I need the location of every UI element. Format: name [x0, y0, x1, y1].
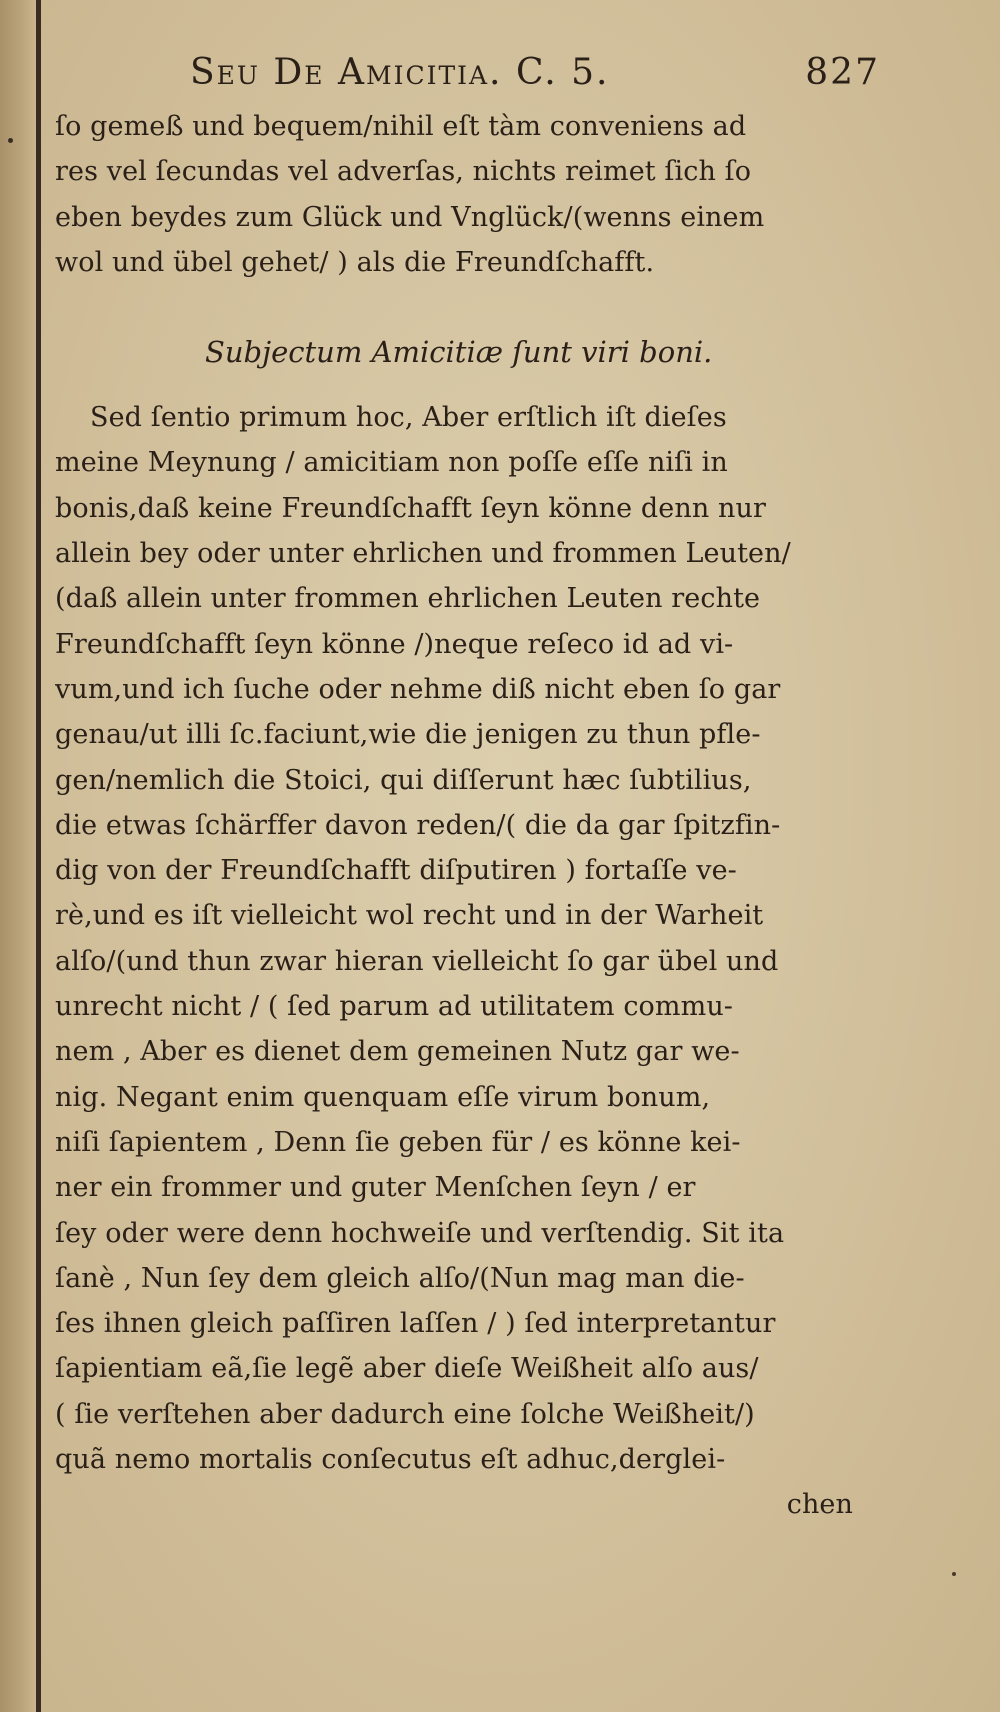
text-line: ( ſie verſtehen aber dadurch eine ſolche Weißheit/)	[55, 1398, 755, 1430]
text-line: bonis,daß keine Freundſchafft ſeyn könne denn nur	[55, 492, 766, 524]
text-line: niſi ſapientem , Denn ſie geben für / es könne kei-	[55, 1126, 741, 1158]
text-line: nem , Aber es dienet dem gemeinen Nutz gar we-	[55, 1036, 740, 1068]
text-line: ner ein frommer und guter Menſchen ſeyn / er	[55, 1172, 696, 1204]
text-line: nig. Negant enim quenquam eſſe virum bonum,	[55, 1081, 711, 1113]
text-line: (daß allein unter frommen ehrlichen Leuten rechte	[55, 583, 761, 615]
running-title: Seu De Amicitia. C. 5.	[190, 52, 610, 93]
text-line: ſey oder were denn hochweiſe und verſtendig. Sit ita	[55, 1217, 785, 1249]
running-head	[190, 52, 880, 100]
text-line: Freundſchafft ſeyn könne /)neque reſeco id ad vi-	[55, 628, 734, 660]
text-line: res vel ſecundas vel adverſas, nichts reimet ſich ſo	[55, 156, 752, 188]
gutter-mark	[8, 138, 13, 143]
text-line: ſo gemeß und bequem/nihil eſt tàm conveniens ad	[55, 111, 747, 142]
text-line: unrecht nicht / ( ſed parum ad utilitatem commu-	[55, 991, 734, 1023]
text-line: wol und übel gehet/ ) als die Freundſchafft.	[55, 246, 655, 278]
text-line: die etwas ſchärffer davon reden/( die da gar ſpitzfin-	[55, 809, 781, 841]
text-line: rè,und es iſt vielleicht wol recht und in der Warheit	[55, 900, 764, 932]
text-block	[55, 104, 865, 1528]
text-line: alſo/(und thun zwar hieran vielleicht ſo gar übel und	[55, 945, 779, 977]
text-line: eben beydes zum Glück und Vnglück/(wenns einem	[55, 201, 765, 233]
section-subheading: Subjectum Amicitiæ ſunt viri boni.	[205, 335, 713, 370]
page-number: 827	[805, 52, 880, 93]
paper-speck	[952, 1572, 956, 1576]
catchword: chen	[786, 1489, 853, 1521]
spine-rule	[36, 0, 41, 1712]
text-line: Sed ſentio primum hoc, Aber erſtlich iſt dieſes	[90, 402, 727, 434]
text-line: ſes ihnen gleich paſſiren laſſen / ) ſed interpretantur	[55, 1308, 776, 1340]
text-line: dig von der Freundſchafft diſputiren ) fortaſſe ve-	[55, 855, 737, 887]
page-gutter	[0, 0, 36, 1712]
text-line: ſapientiam eã,ſie legẽ aber dieſe Weißheit alſo aus/	[55, 1353, 759, 1385]
text-line: ſanè , Nun ſey dem gleich alſo/(Nun mag man die-	[55, 1262, 745, 1294]
text-line: meine Meynung / amicitiam non poſſe eſſe niſi in	[55, 447, 728, 479]
text-line: vum,und ich ſuche oder nehme diß nicht eben ſo gar	[55, 673, 781, 705]
text-line: quã nemo mortalis conſecutus eſt adhuc,derglei-	[55, 1444, 726, 1476]
text-line: gen/nemlich die Stoici, qui diſſerunt hæc ſubtilius,	[55, 764, 752, 796]
text-line: allein bey oder unter ehrlichen und frommen Leuten/	[55, 538, 791, 570]
text-line: genau/ut illi ſc.faciunt,wie die jenigen zu thun pfle-	[55, 719, 761, 751]
